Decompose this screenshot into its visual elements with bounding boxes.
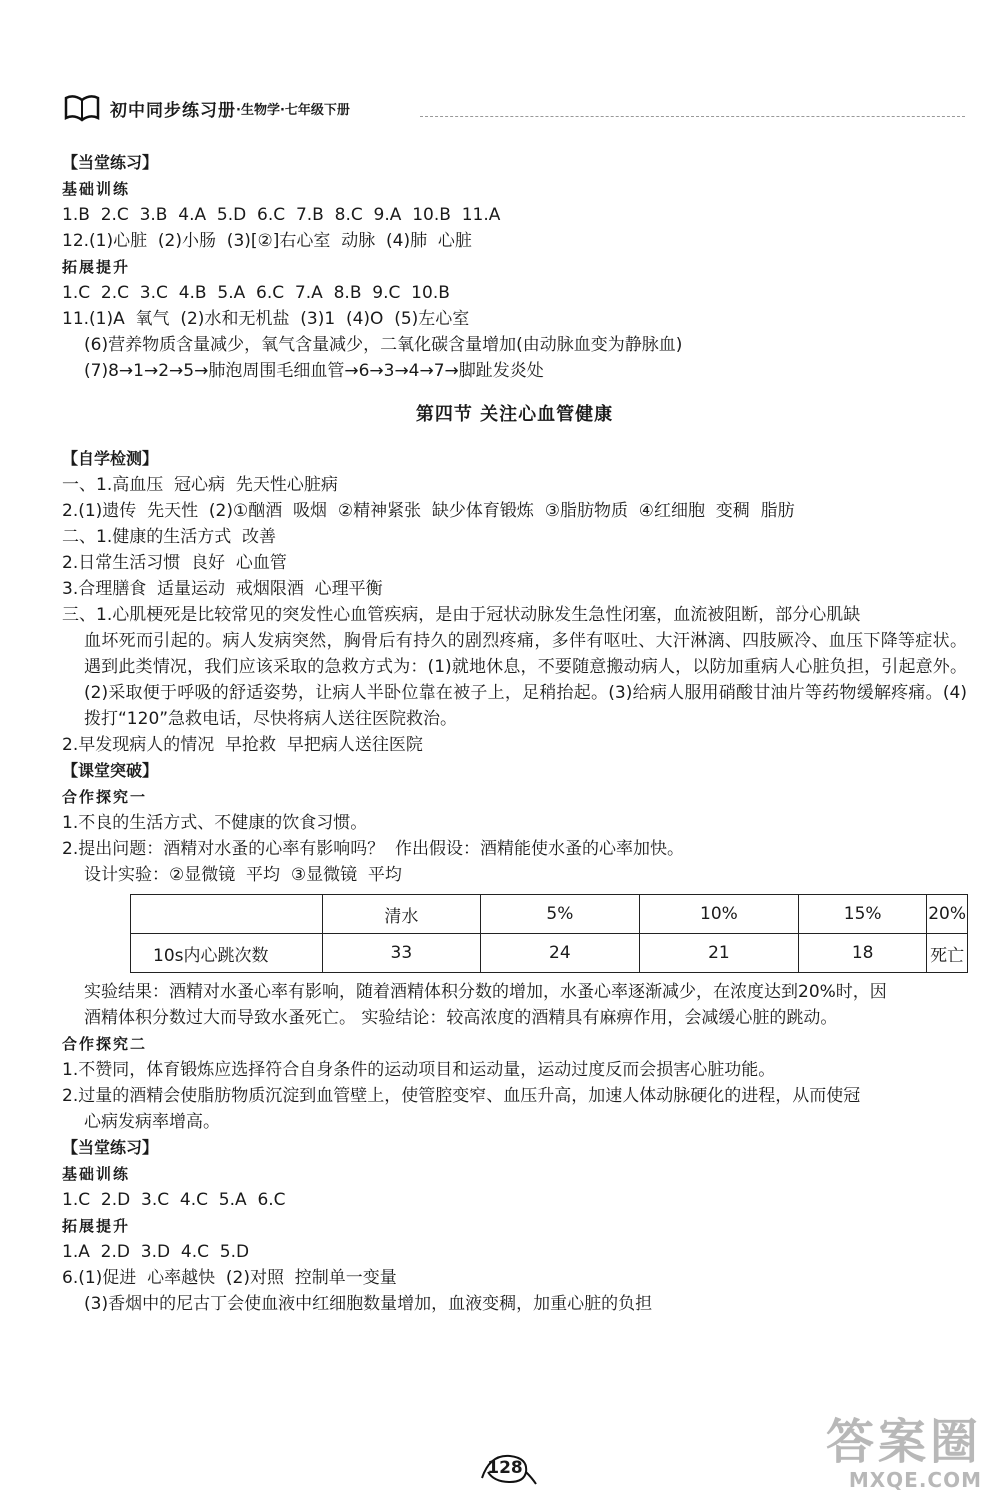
paragraph-first-line: 2.过量的酒精会使脂肪物质沉淀到血管壁上，使管腔变窄、血压升高，加速人体动脉硬化的进程，从而使冠 xyxy=(62,1086,861,1106)
sub-heading: 基础训练 xyxy=(62,180,131,198)
answer-paragraph xyxy=(62,979,967,1031)
sub-heading: 拓展提升 xyxy=(62,1217,131,1235)
answer-line: 3.合理膳食 适量运动 戒烟限酒 心理平衡 xyxy=(62,579,383,599)
answer-paragraph xyxy=(62,602,967,732)
answer-line: 1.C 2.C 3.C 4.B 5.A 6.C 7.A 8.B 9.C 10.B xyxy=(62,283,450,303)
table-cell: 21 xyxy=(639,934,798,973)
watermark xyxy=(826,1416,982,1492)
table-cell: 10% xyxy=(639,895,798,934)
answer-line: (7)8→1→2→5→肺泡周围毛细血管→6→3→4→7→脚趾发炎处 xyxy=(84,361,544,381)
answer-line: 2.早发现病人的情况 早抢救 早把病人送往医院 xyxy=(62,735,423,755)
page-number xyxy=(470,1448,540,1488)
sub-heading: 合作探究二 xyxy=(62,1035,148,1053)
answer-line: 2.提出问题：酒精对水蚤的心率有影响吗？ 作出假设：酒精能使水蚤的心率加快。 xyxy=(62,839,685,859)
paragraph-continuation: 血坏死而引起的。病人发病突然，胸骨后有持久的剧烈疼痛，多伴有呕吐、大汗淋漓、四肢厥冷、血压下降等症状。遇到此类情况，我们应该采取的急救方式为：(1)就地休息，不要随意搬动病人，以防加重病人心脏负担，引起意外。(2)采取便于呼吸的舒适姿势，让病人半卧位靠在被子上，足稍抬起。(3)给病人服用硝酸甘油片等药物缓解疼痛。(4)拨打“120”急救电话，尽快将病人送往医院救治。 xyxy=(84,631,967,729)
page-number-text: 128 xyxy=(487,1458,523,1478)
section-heading: 【课堂突破】 xyxy=(62,761,159,780)
answer-paragraph xyxy=(62,1083,967,1135)
table-cell: 33 xyxy=(322,934,480,973)
table-cell: 5% xyxy=(481,895,640,934)
page-header xyxy=(62,90,350,126)
table-header-row xyxy=(131,895,968,934)
sub-heading: 合作探究一 xyxy=(62,788,148,806)
answer-line: (3)香烟中的尼古丁会使血液中红细胞数量增加，血液变稠，加重心脏的负担 xyxy=(84,1294,653,1314)
section-title: 第四节 关注心血管健康 xyxy=(415,404,614,425)
answer-line: 1.C 2.D 3.C 4.C 5.A 6.C xyxy=(62,1190,286,1210)
paragraph-continuation: 心病发病率增高。 xyxy=(84,1112,220,1132)
answer-line: 设计实验：②显微镜 平均 ③显微镜 平均 xyxy=(84,865,402,885)
answer-line: 一、1.高血压 冠心病 先天性心脏病 xyxy=(62,475,338,495)
header-title: 初中同步练习册 xyxy=(110,100,236,121)
answer-line: 1.A 2.D 3.D 4.C 5.D xyxy=(62,1242,250,1262)
page-content xyxy=(62,150,967,1317)
sub-heading: 基础训练 xyxy=(62,1165,131,1183)
book-icon xyxy=(62,94,102,122)
answer-line: 1.不赞同，体育锻炼应选择符合自身条件的运动项目和运动量，运动过度反而会损害心脏功能。 xyxy=(62,1060,776,1080)
watermark-logo: 答案圈 xyxy=(825,1414,982,1470)
sub-heading: 拓展提升 xyxy=(62,258,131,276)
table-cell: 24 xyxy=(481,934,640,973)
table-cell: 20% xyxy=(927,895,968,934)
table-cell: 10s内心跳次数 xyxy=(131,934,323,973)
answer-line: 11.(1)A 氧气 (2)水和无机盐 (3)1 (4)O (5)左心室 xyxy=(62,309,470,329)
answer-line: 1.B 2.C 3.B 4.A 5.D 6.C 7.B 8.C 9.A 10.B 11.A xyxy=(62,205,501,225)
answer-line: (6)营养物质含量减少，氧气含量减少，二氧化碳含量增加(由动脉血变为静脉血) xyxy=(84,335,683,355)
experiment-table xyxy=(130,894,968,973)
table-row xyxy=(131,934,968,973)
answer-line: 6.(1)促进 心率越快 (2)对照 控制单一变量 xyxy=(62,1268,397,1288)
section-heading: 【当堂练习】 xyxy=(62,153,159,172)
table-cell: 死亡 xyxy=(927,934,968,973)
section-heading: 【自学检测】 xyxy=(62,449,159,468)
answer-line: 二、1.健康的生活方式 改善 xyxy=(62,527,277,547)
answer-line: 2.(1)遗传 先天性 (2)①酗酒 吸烟 ②精神紧张 缺少体育锻炼 ③脂肪物质 ④红细胞 变稠 脂肪 xyxy=(62,501,795,521)
watermark-url: MXQE.COM xyxy=(848,1468,982,1492)
paragraph-first-line: 实验结果：酒精对水蚤心率有影响，随着酒精体积分数的增加，水蚤心率逐渐减少，在浓度达到20%时，因 xyxy=(84,982,887,1002)
answer-line: 1.不良的生活方式、不健康的饮食习惯。 xyxy=(62,813,368,833)
section-heading: 【当堂练习】 xyxy=(62,1138,159,1157)
table-cell: 18 xyxy=(799,934,927,973)
table-cell: 15% xyxy=(799,895,927,934)
paragraph-continuation: 酒精体积分数过大而导致水蚤死亡。 实验结论：较高浓度的酒精具有麻痹作用，会减缓心脏的跳动。 xyxy=(84,1008,838,1028)
table-cell: 清水 xyxy=(322,895,480,934)
answer-line: 2.日常生活习惯 良好 心血管 xyxy=(62,553,287,573)
header-rule xyxy=(420,116,965,117)
answer-line: 12.(1)心脏 (2)小肠 (3)[②]右心室 动脉 (4)肺 心脏 xyxy=(62,231,472,251)
table-cell xyxy=(131,895,323,934)
paragraph-first-line: 三、1.心肌梗死是比较常见的突发性心血管疾病，是由于冠状动脉发生急性闭塞，血流被阻断，部分心肌缺 xyxy=(62,605,861,625)
header-subtitle: ·生物学·七年级下册 xyxy=(236,102,350,118)
